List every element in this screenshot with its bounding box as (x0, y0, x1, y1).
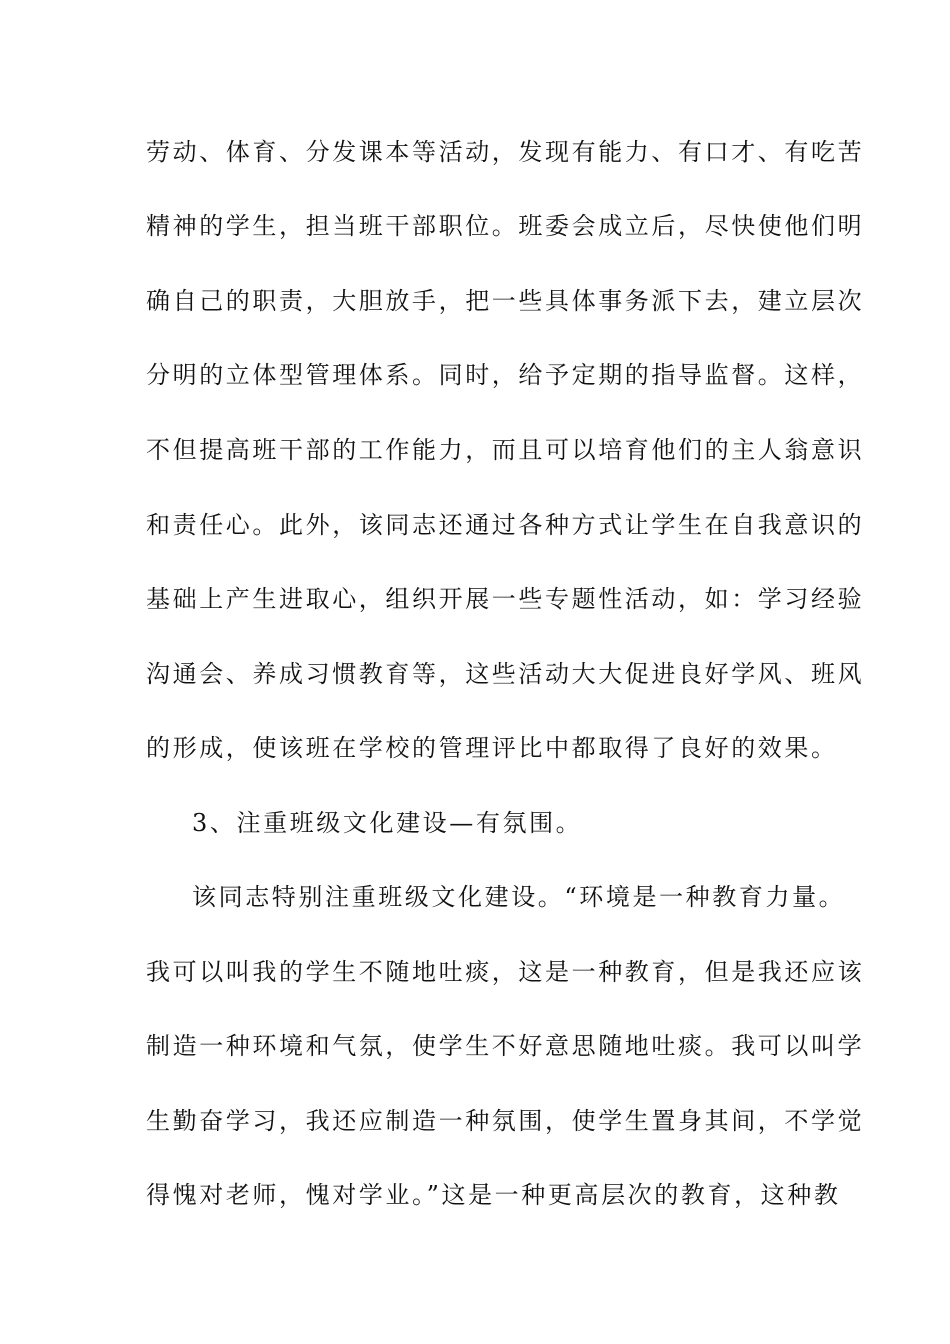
paragraph-line: 和责任心。此外，该同志还通过各种方式让学生在自我意识的 (146, 511, 865, 539)
paragraph-line: 分明的立体型管理体系。同时，给予定期的指导监督。这样， (146, 361, 865, 389)
paragraph-line: 确自己的职责，大胆放手，把一些具体事务派下去，建立层次 (146, 287, 865, 315)
paragraph-line: 我可以叫我的学生不随地吐痰，这是一种教育，但是我还应该 (146, 958, 865, 986)
paragraph-line: 的形成，使该班在学校的管理评比中都取得了良好的效果。 (146, 734, 838, 762)
paragraph-line: 得愧对老师，愧对学业。”这是一种更高层次的教育，这种教 (146, 1181, 841, 1209)
paragraph-line: 不但提高班干部的工作能力，而且可以培育他们的主人翁意识 (146, 436, 865, 464)
paragraph-line: 该同志特别注重班级文化建设。“环境是一种教育力量。 (192, 883, 846, 911)
paragraph-line: 生勤奋学习，我还应制造一种氛围，使学生置身其间，不学觉 (146, 1107, 865, 1135)
paragraph-line: 基础上产生进取心，组织开展一些专题性活动，如：学习经验 (146, 585, 865, 613)
paragraph-line: 沟通会、养成习惯教育等，这些活动大大促进良好学风、班风 (146, 660, 865, 688)
paragraph-line: 制造一种环境和气氛，使学生不好意思随地吐痰。我可以叫学 (146, 1032, 865, 1060)
paragraph-line: 精神的学生，担当班干部职位。班委会成立后，尽快使他们明 (146, 212, 865, 240)
section-heading: 3、注重班级文化建设—有氛围。 (192, 809, 583, 837)
paragraph-line: 劳动、体育、分发课本等活动，发现有能力、有口才、有吃苦 (146, 138, 865, 166)
